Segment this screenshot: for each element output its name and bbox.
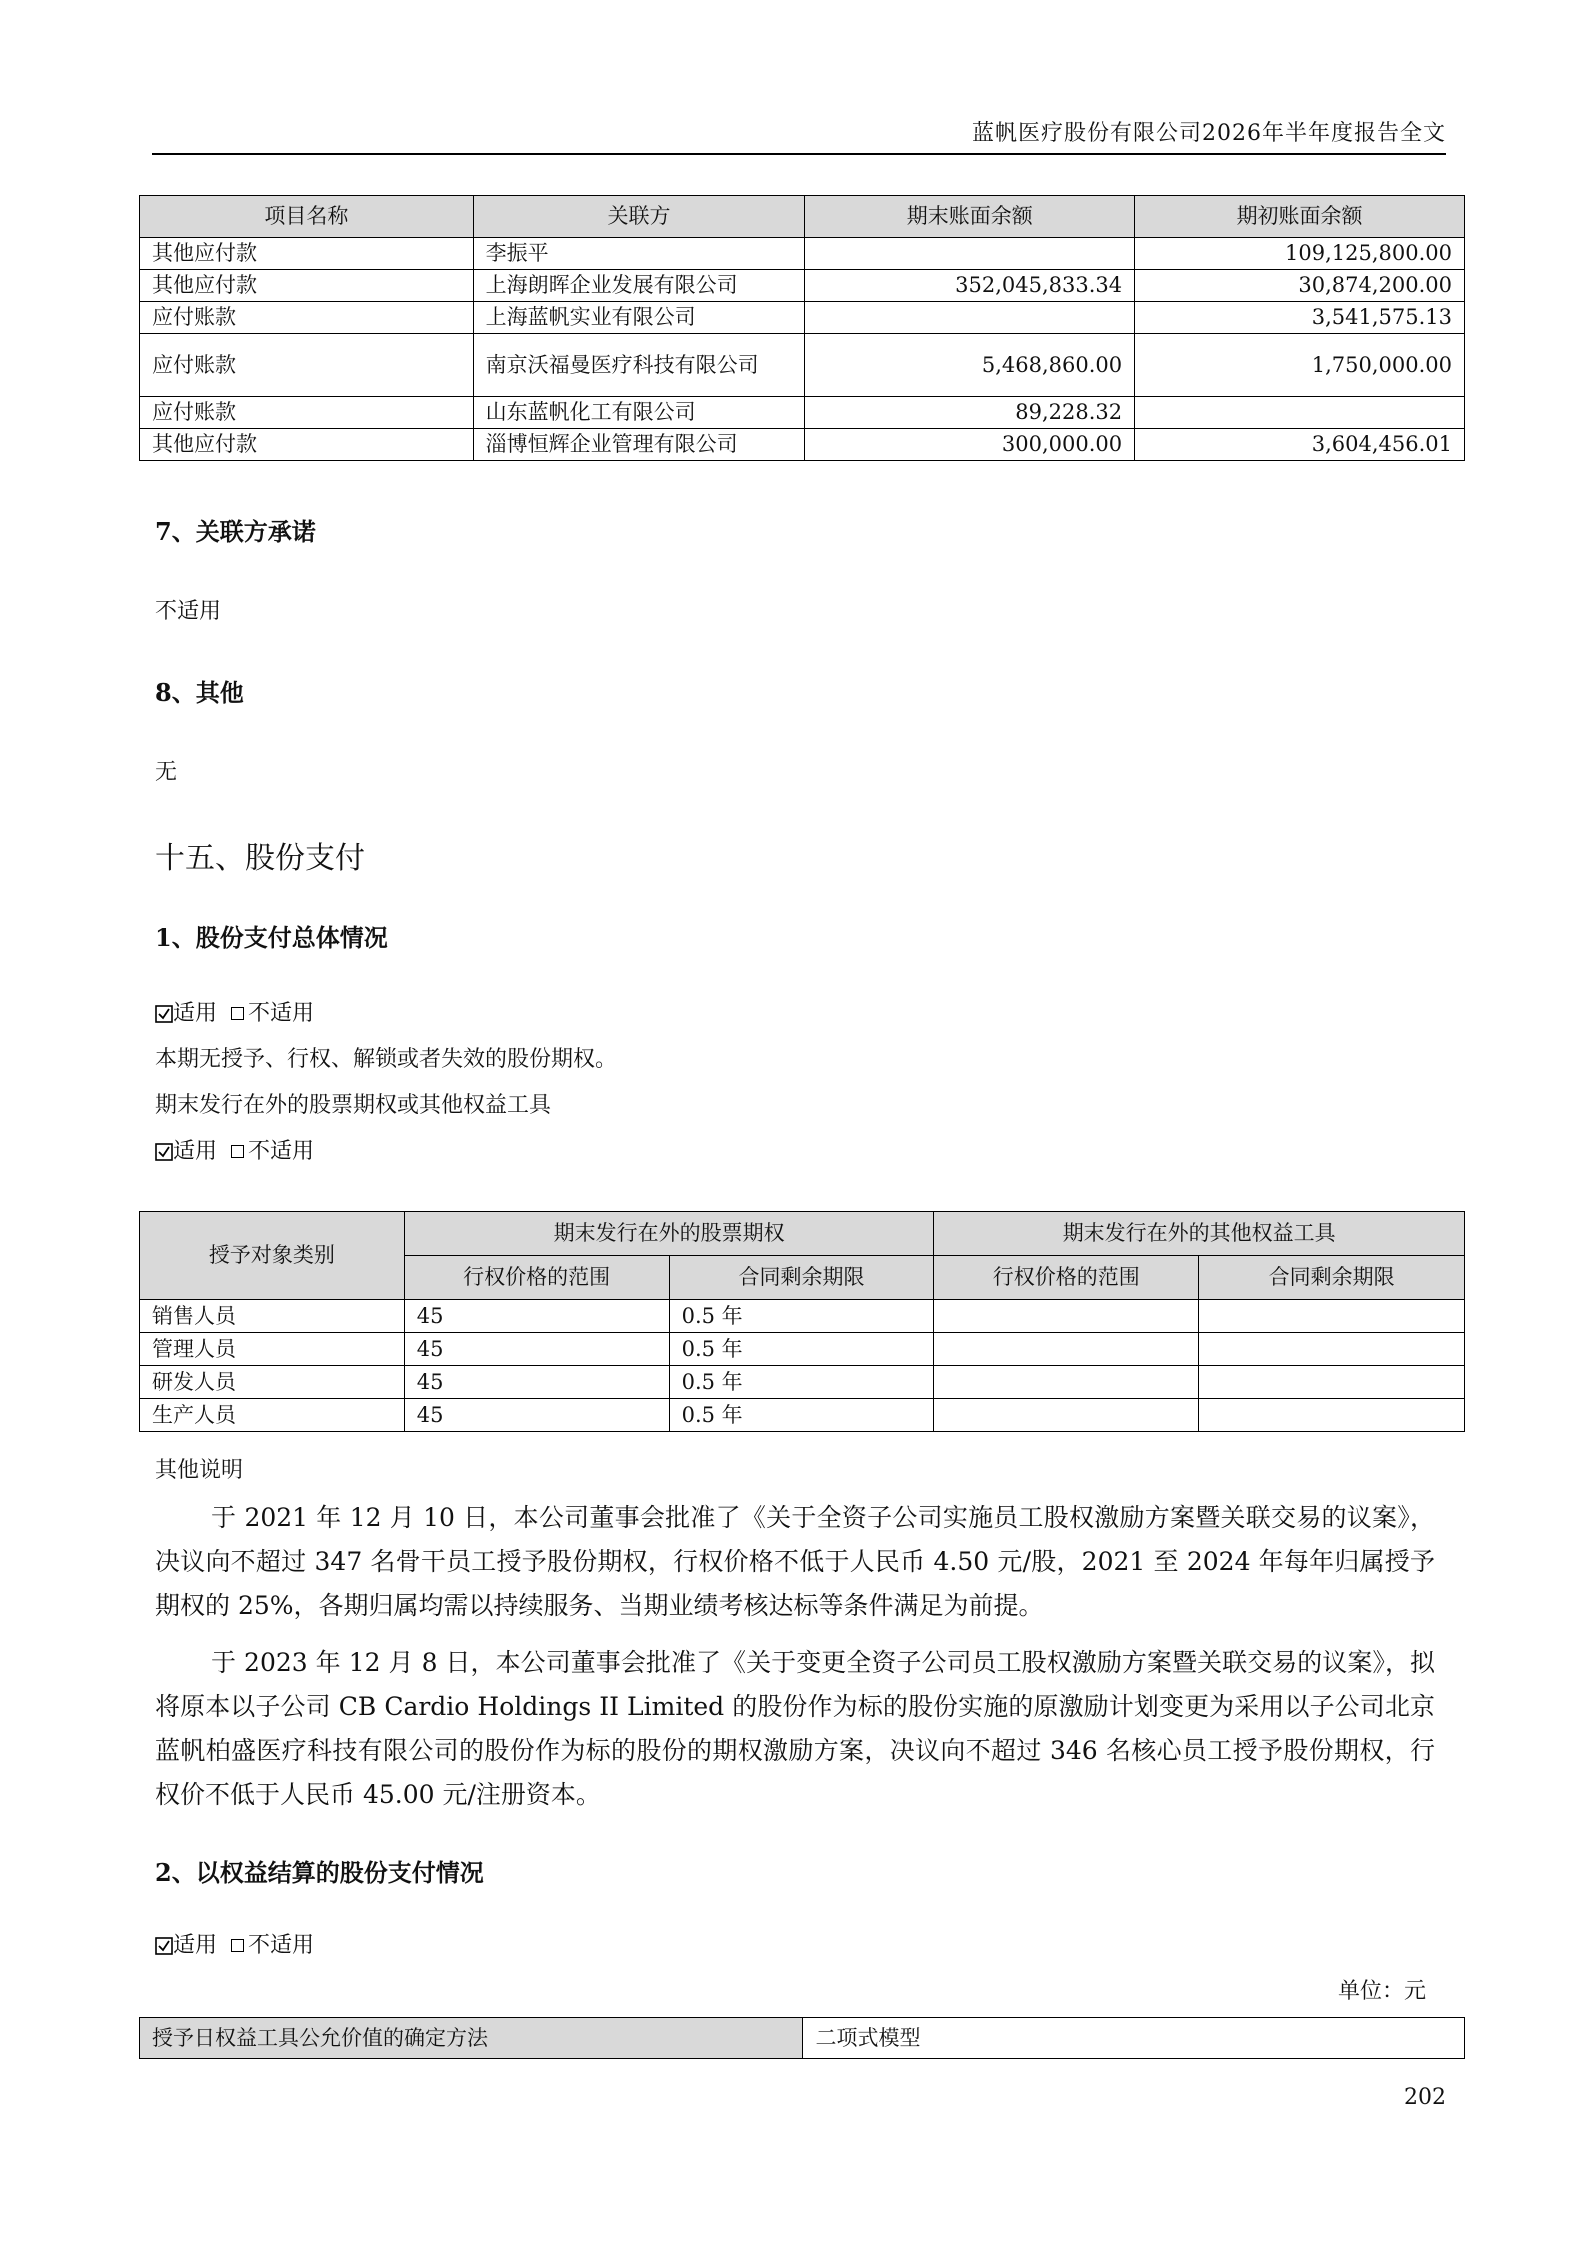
cell-opening: 30,874,200.00 — [1135, 270, 1465, 302]
table-header-row — [140, 196, 1465, 238]
cell-opening: 109,125,800.00 — [1135, 238, 1465, 270]
cell-ending: 5,468,860.00 — [805, 334, 1135, 397]
applicable-label: 适用 — [173, 1001, 218, 1026]
section-heading-equity-settled: 2、以权益结算的股份支付情况 — [155, 1858, 484, 1887]
table-row — [140, 238, 1465, 270]
chapter-heading-share-payment: 十五、股份支付 — [155, 841, 365, 876]
table-row — [140, 302, 1465, 334]
cell-party: 山东蓝帆化工有限公司 — [473, 397, 805, 429]
applicability-line — [155, 996, 314, 1027]
cell-fair-value-method-label: 授予日权益工具公允价值的确定方法 — [140, 2018, 803, 2059]
cell-category: 生产人员 — [140, 1399, 405, 1432]
equity-settled-table — [139, 2017, 1465, 2059]
cell-other-price — [934, 1300, 1199, 1333]
cell-category: 管理人员 — [140, 1333, 405, 1366]
related-party-payables-table — [139, 195, 1465, 461]
page-header-title: 蓝帆医疗股份有限公司2026年半年度报告全文 — [972, 121, 1446, 146]
header-exercise-price-range: 行权价格的范围 — [404, 1256, 669, 1300]
cell-term: 0.5 年 — [669, 1366, 934, 1399]
cell-ending — [805, 238, 1135, 270]
table-header-row — [140, 1212, 1465, 1256]
unit-label: 单位：元 — [1337, 1979, 1426, 2004]
cell-price: 45 — [404, 1333, 669, 1366]
checked-box-icon — [155, 1005, 173, 1023]
not-applicable-label: 不适用 — [248, 1933, 315, 1958]
cell-opening: 3,541,575.13 — [1135, 302, 1465, 334]
header-item-name: 项目名称 — [140, 196, 474, 238]
cell-party: 上海蓝帆实业有限公司 — [473, 302, 805, 334]
header-opening-balance: 期初账面余额 — [1135, 196, 1465, 238]
header-outstanding-stock-options: 期末发行在外的股票期权 — [404, 1212, 934, 1256]
not-applicable-label: 不适用 — [248, 1001, 315, 1026]
cell-other-price — [934, 1399, 1199, 1432]
cell-category: 研发人员 — [140, 1366, 405, 1399]
cell-opening: 1,750,000.00 — [1135, 334, 1465, 397]
cell-price: 45 — [404, 1366, 669, 1399]
cell-other-price — [934, 1333, 1199, 1366]
header-remaining-term: 合同剩余期限 — [669, 1256, 934, 1300]
section-heading-overview: 1、股份支付总体情况 — [155, 923, 388, 952]
table-row — [140, 397, 1465, 429]
applicable-label: 适用 — [173, 1139, 218, 1164]
applicability-line — [155, 1134, 314, 1165]
cell-term: 0.5 年 — [669, 1300, 934, 1333]
header-rule — [152, 153, 1446, 155]
cell-opening — [1135, 397, 1465, 429]
cell-party: 南京沃福曼医疗科技有限公司 — [473, 334, 805, 397]
cell-item: 应付账款 — [140, 302, 474, 334]
cell-other-term — [1199, 1300, 1465, 1333]
no-grant-statement: 本期无授予、行权、解锁或者失效的股份期权。 — [155, 1047, 618, 1072]
cell-term: 0.5 年 — [669, 1399, 934, 1432]
applicability-line — [155, 1928, 314, 1959]
header-remaining-term: 合同剩余期限 — [1199, 1256, 1465, 1300]
table-row — [140, 334, 1465, 397]
cell-other-term — [1199, 1333, 1465, 1366]
unchecked-box-icon — [231, 1145, 244, 1158]
table-row — [140, 1333, 1465, 1366]
cell-ending: 89,228.32 — [805, 397, 1135, 429]
cell-item: 应付账款 — [140, 397, 474, 429]
outstanding-options-table — [139, 1211, 1465, 1432]
page-number: 202 — [1404, 2085, 1446, 2110]
cell-other-term — [1199, 1399, 1465, 1432]
checked-box-icon — [155, 1937, 173, 1955]
cell-ending — [805, 302, 1135, 334]
table-row — [140, 1300, 1465, 1333]
outstanding-options-statement: 期末发行在外的股票期权或其他权益工具 — [155, 1093, 552, 1118]
cell-ending: 352,045,833.34 — [805, 270, 1135, 302]
cell-party: 上海朗晖企业发展有限公司 — [473, 270, 805, 302]
applicable-label: 适用 — [173, 1933, 218, 1958]
header-related-party: 关联方 — [473, 196, 805, 238]
notes-paragraph-2021: 于 2021 年 12 月 10 日，本公司董事会批准了《关于全资子公司实施员工股权激励方案暨关联交易的议案》，决议向不超过 347 名骨干员工授予股份期权，行权价格不低于人民币 4.50 元/股，2021 至 2024 年每年归属授予期权的 25%，各期归属均需以持续服务、当期业绩考核达标等条件满足为前提。 — [155, 1503, 1435, 1620]
header-grantee-category: 授予对象类别 — [140, 1212, 405, 1300]
cell-category: 销售人员 — [140, 1300, 405, 1333]
cell-price: 45 — [404, 1300, 669, 1333]
table-row — [140, 1399, 1465, 1432]
table-row — [140, 429, 1465, 461]
checked-box-icon — [155, 1143, 173, 1161]
unchecked-box-icon — [231, 1007, 244, 1020]
cell-other-price — [934, 1366, 1199, 1399]
cell-opening: 3,604,456.01 — [1135, 429, 1465, 461]
header-ending-balance: 期末账面余额 — [805, 196, 1135, 238]
cell-other-term — [1199, 1366, 1465, 1399]
cell-fair-value-method-value: 二项式模型 — [803, 2018, 1465, 2059]
table-row — [140, 1366, 1465, 1399]
cell-item: 其他应付款 — [140, 270, 474, 302]
section-heading-other: 8、其他 — [155, 678, 244, 707]
cell-price: 45 — [404, 1399, 669, 1432]
other-notes-label: 其他说明 — [155, 1458, 244, 1483]
cell-item: 其他应付款 — [140, 238, 474, 270]
notes-paragraph-2023: 于 2023 年 12 月 8 日，本公司董事会批准了《关于变更全资子公司员工股权激励方案暨关联交易的议案》，拟将原本以子公司 CB Cardio Holdings II Limited 的股份作为标的股份实施的原激励计划变更为采用以子公司北京蓝帆柏盛医疗科技有限公司的股份作为标的股份的期权激励方案，决议向不超过 346 名核心员工授予股份期权，行权价不低于人民币 45.00 元/注册资本。 — [155, 1648, 1435, 1809]
section-heading-commitments: 7、关联方承诺 — [155, 517, 316, 546]
cell-party: 李振平 — [473, 238, 805, 270]
cell-item: 其他应付款 — [140, 429, 474, 461]
commitments-text: 不适用 — [155, 599, 222, 624]
cell-item: 应付账款 — [140, 334, 474, 397]
header-outstanding-other-equity: 期末发行在外的其他权益工具 — [934, 1212, 1465, 1256]
cell-party: 淄博恒辉企业管理有限公司 — [473, 429, 805, 461]
table-row — [140, 2018, 1465, 2059]
header-exercise-price-range: 行权价格的范围 — [934, 1256, 1199, 1300]
table-row — [140, 270, 1465, 302]
unchecked-box-icon — [231, 1939, 244, 1952]
not-applicable-label: 不适用 — [248, 1139, 315, 1164]
cell-ending: 300,000.00 — [805, 429, 1135, 461]
cell-term: 0.5 年 — [669, 1333, 934, 1366]
other-text: 无 — [155, 760, 178, 785]
